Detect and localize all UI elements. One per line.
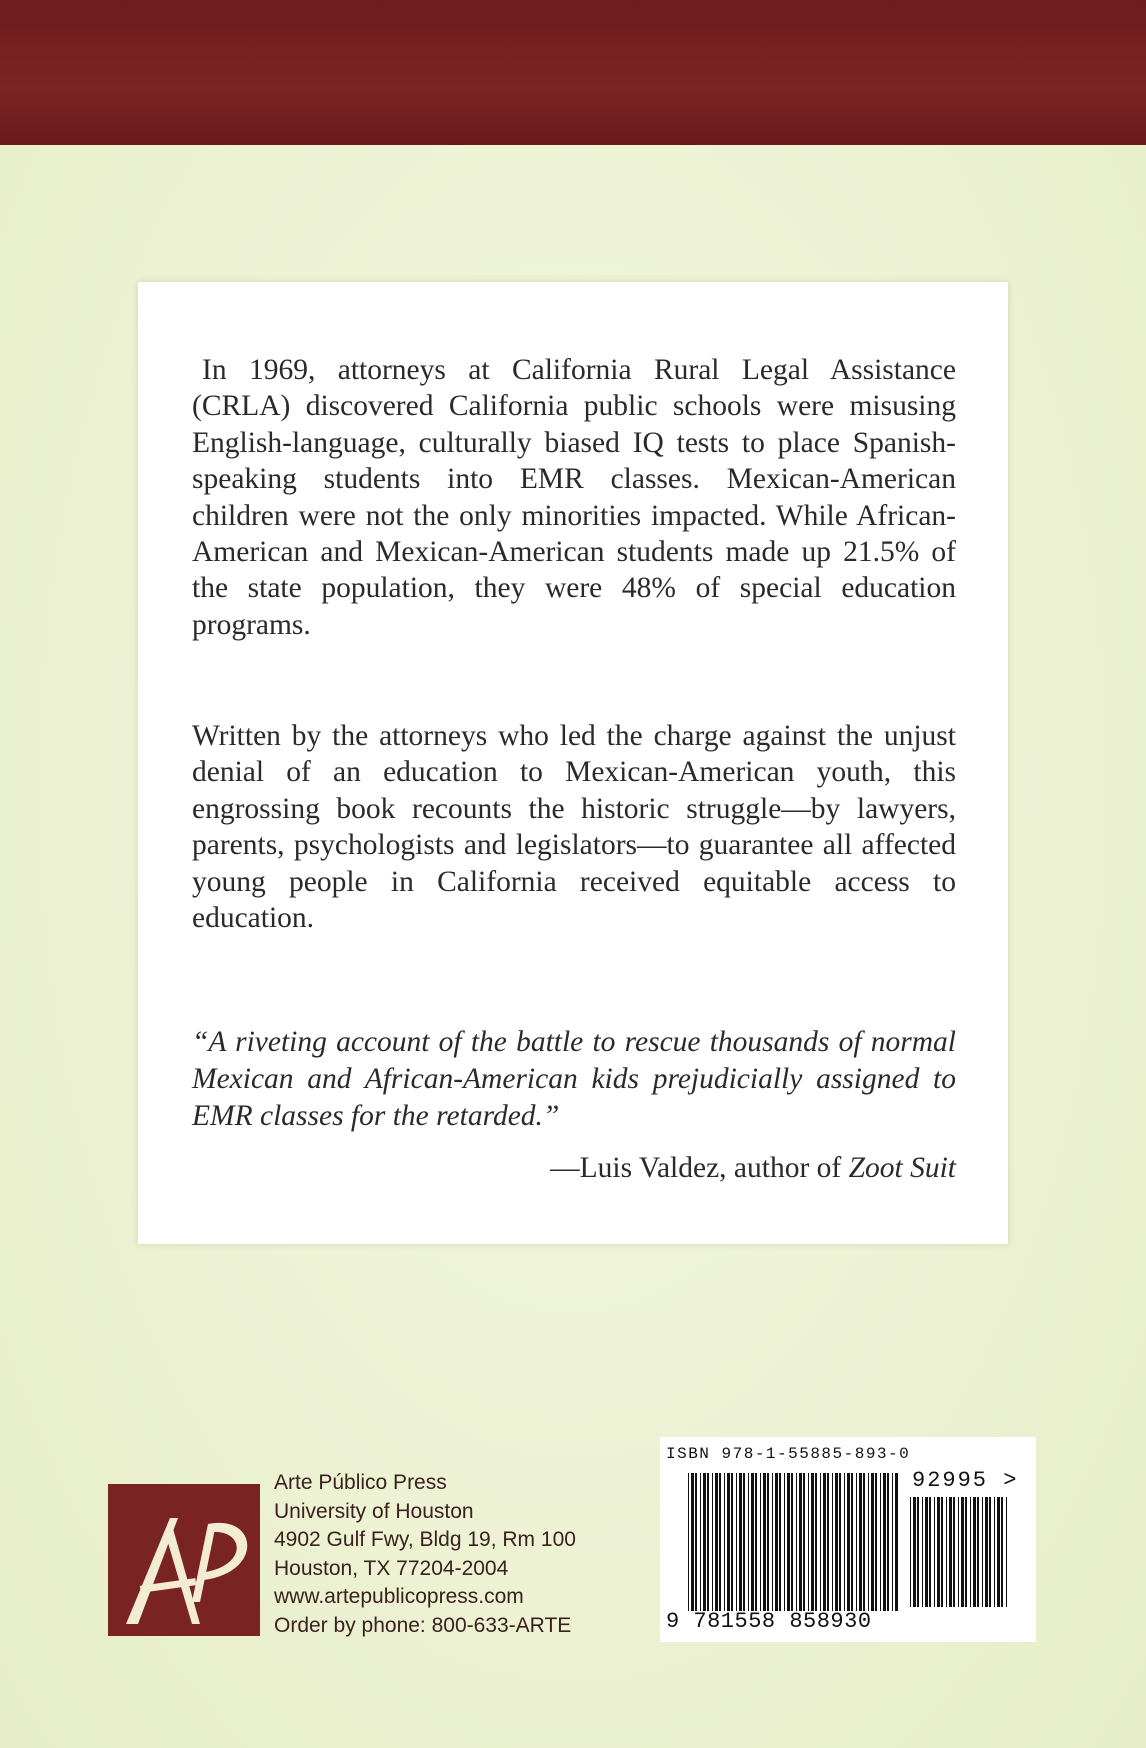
barcode-bar — [748, 1473, 749, 1611]
barcode-bar — [703, 1473, 706, 1611]
barcode-bar — [808, 1473, 809, 1611]
barcode-bar — [839, 1473, 841, 1611]
barcode-bar — [863, 1473, 865, 1611]
barcode-bar — [803, 1473, 805, 1611]
barcode-bar — [871, 1473, 874, 1611]
publisher-address-line-2: Houston, TX 77204-2004 — [274, 1556, 509, 1580]
publisher-logo — [108, 1484, 260, 1636]
isbn-label: ISBN 978-1-55885-893-0 — [666, 1445, 911, 1463]
barcode-bar — [820, 1473, 821, 1611]
barcode-bar — [994, 1497, 995, 1607]
publisher-university: University of Houston — [274, 1499, 474, 1523]
barcode-bar — [913, 1497, 916, 1607]
top-color-band — [0, 0, 1146, 145]
blurb-paragraph-2: Written by the attorneys who led the charge against the unjust denial of an education to Mexican-American youth, this engrossing book recounts the historic struggle—by lawyers, parents, psychologists and legislators—to guarantee all affected young people in California received equitable access to education. — [192, 720, 956, 935]
barcode-bar — [688, 1473, 689, 1611]
barcode-bar — [760, 1473, 761, 1611]
barcode-bar — [949, 1497, 952, 1607]
barcode-bar — [787, 1473, 790, 1611]
barcode-bar — [934, 1497, 935, 1607]
barcode-bar — [700, 1473, 701, 1611]
barcode-bar — [691, 1473, 694, 1611]
barcode-bar — [791, 1473, 793, 1611]
ap-logo-icon — [108, 1484, 260, 1636]
price-addon-digits: 92995 > — [912, 1468, 1019, 1493]
attribution-author: —Luis Valdez, author of — [550, 1152, 849, 1184]
barcode-bar — [985, 1497, 988, 1607]
addon-barcode-bars — [910, 1497, 1010, 1607]
publisher-website: www.artepublicopress.com — [274, 1585, 524, 1608]
barcode-bar — [910, 1497, 911, 1607]
barcode-bar — [1001, 1497, 1003, 1607]
barcode-bar — [844, 1473, 845, 1611]
barcode-bar — [715, 1473, 718, 1611]
endorsement-quote: “A riveting account of the battle to rescue thousands of normal Mexican and African-American kids prejudicially assigned to EMR classes for the retarded.” — [192, 1026, 956, 1132]
barcode-bar — [958, 1497, 959, 1607]
barcode-bar — [712, 1473, 713, 1611]
barcode-bar — [847, 1473, 850, 1611]
barcode-bar — [827, 1473, 829, 1611]
barcode-bar — [887, 1473, 889, 1611]
barcode-bar — [982, 1497, 983, 1607]
publisher-info — [274, 1469, 576, 1640]
barcode-bar — [779, 1473, 781, 1611]
barcode-bar — [823, 1473, 826, 1611]
barcode-bar — [796, 1473, 797, 1611]
barcode-bar — [719, 1473, 721, 1611]
barcode-bar — [925, 1497, 928, 1607]
barcode-bar — [917, 1497, 919, 1607]
publisher-phone: Order by phone: 800-633-ARTE — [274, 1613, 572, 1637]
barcode-bar — [767, 1473, 769, 1611]
barcode-bar — [784, 1473, 785, 1611]
publisher-name: Arte Público Press — [274, 1471, 447, 1494]
barcode-bar — [707, 1473, 709, 1611]
barcode-bar — [775, 1473, 778, 1611]
barcode-bar — [695, 1473, 697, 1611]
barcode-bar — [755, 1473, 757, 1611]
barcode-bar — [922, 1497, 923, 1607]
barcode-bar — [739, 1473, 742, 1611]
barcode-bar — [772, 1473, 773, 1611]
quote-attribution — [550, 1152, 956, 1185]
barcode-bar — [929, 1497, 931, 1607]
barcode-bar — [941, 1497, 943, 1607]
publisher-address-line-1: 4902 Gulf Fwy, Bldg 19, Rm 100 — [274, 1528, 576, 1551]
blurb-panel — [138, 282, 1008, 1244]
barcode-bar — [856, 1473, 857, 1611]
barcode-bar — [965, 1497, 967, 1607]
ean-barcode-bars — [688, 1473, 898, 1611]
blurb-paragraph-1: In 1969, attorneys at California Rural Legal Assistance (CRLA) discovered California public schools were misusing English-language, culturally biased IQ tests to place Spanish-speaking students into EMR classes. Mexican-American children were not the only minorities impacted. While African-American and Mexican-American students made up 21.5% of the state population, they were 48% of special education programs. — [192, 354, 956, 641]
barcode-bar — [743, 1473, 745, 1611]
barcode-bar — [970, 1497, 971, 1607]
barcode-bar — [799, 1473, 802, 1611]
barcode-bar — [736, 1473, 737, 1611]
barcode-bar — [989, 1497, 991, 1607]
barcode-bar — [835, 1473, 838, 1611]
ean-digits: 9 781558 858930 — [666, 1609, 872, 1634]
barcode-bar — [868, 1473, 869, 1611]
barcode-bar — [727, 1473, 730, 1611]
barcode-bar — [832, 1473, 833, 1611]
barcode-bar — [946, 1497, 947, 1607]
barcode-bar — [763, 1473, 766, 1611]
barcode-bar — [875, 1473, 877, 1611]
barcode-bar — [973, 1497, 976, 1607]
barcode-bar — [751, 1473, 754, 1611]
barcode-bar — [892, 1473, 893, 1611]
barcode-bar — [937, 1497, 940, 1607]
barcode-bar — [724, 1473, 725, 1611]
barcode-bar — [880, 1473, 881, 1611]
barcode-bar — [977, 1497, 979, 1607]
barcode-bar — [1006, 1497, 1007, 1607]
barcode-bar — [811, 1473, 814, 1611]
isbn-barcode — [660, 1437, 1036, 1642]
barcode-bar — [883, 1473, 886, 1611]
barcode-bar — [997, 1497, 1000, 1607]
barcode-bar — [895, 1473, 898, 1611]
barcode-bar — [859, 1473, 862, 1611]
barcode-bar — [815, 1473, 817, 1611]
barcode-bar — [961, 1497, 964, 1607]
attribution-work-title: Zoot Suit — [848, 1152, 956, 1184]
barcode-bar — [731, 1473, 733, 1611]
barcode-bar — [851, 1473, 853, 1611]
barcode-bar — [953, 1497, 955, 1607]
